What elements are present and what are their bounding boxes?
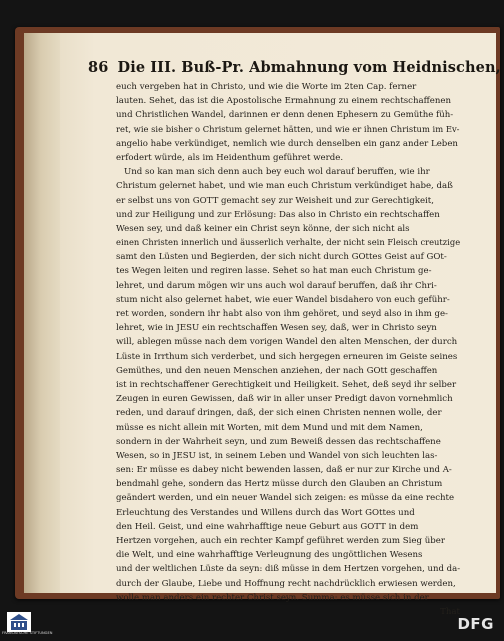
catchword: That — [440, 606, 460, 617]
text-line: lehret, wie in JESU ein rechtschaffen Wesen sey, daß, wer in Christo seyn — [116, 323, 437, 334]
running-title: Die III. Buß-Pr. Abmahnung vom Heidnischen, — [117, 59, 501, 76]
body-text — [116, 80, 460, 619]
text-line: ret worden, sondern ihr habt also von ihm gehöret, und seyd also in ihm ge- — [116, 309, 448, 319]
text-line: Christum gelernet habet, und wie man euch Christum verkündiget habe, daß — [116, 181, 453, 192]
text-line: geändert werden, und ein neuer Wandel sich zeigen: es müsse da eine rechte — [116, 493, 455, 504]
page-number: 86 — [88, 59, 109, 76]
text-line: wolle man anders ein rechter Christ seyn. Summa: es müsse sich in der — [116, 592, 429, 603]
text-line: Lüste in Irrthum sich verderbet, und sich hergegen erneuren im Geiste seines — [116, 351, 458, 362]
text-line: ist in rechtschaffener Gerechtigkeit und Heiligkeit. Sehet, deß seyd ihr selber — [116, 379, 457, 390]
text-line: und Christlichen Wandel, darinnen er denn denen Ephesern zu Gemüthe füh- — [116, 110, 454, 121]
page-edge — [24, 33, 62, 593]
text-line: reden, und darauf dringen, daß, der sich einen Christen nennen wolle, der — [116, 408, 442, 419]
text-line: angelio habe verkündiget, nemlich wie durch denselben ein ganz ander Leben — [116, 138, 458, 149]
dfg-logo: DFG — [457, 615, 494, 633]
francke-foundation-logo-icon — [2, 610, 53, 640]
text-line: Wesen, so in JESU ist, in seinem Leben und Wandel von sich leuchten las- — [116, 450, 438, 461]
text-line: lauten. Sehet, das ist die Apostolische Ermahnung zu einem rechtschaffenen — [116, 96, 452, 107]
text-line: will, ablegen müsse nach dem vorigen Wandel den alten Menschen, der durch — [116, 337, 458, 348]
text-line: den Heil. Geist, und eine wahrhafftige neue Geburt aus GOTT in dem — [116, 521, 419, 532]
text-line: Erleuchtung des Verstandes und Willens durch das Wort GOttes und — [116, 507, 415, 518]
text-line: Gemüthes, und den neuen Menschen anziehen, der nach GOtt geschaffen — [116, 365, 438, 376]
text-line: stum nicht also gelernet habet, wie euer Wandel bisdahero von euch geführ- — [116, 294, 450, 305]
text-line: und der weltlichen Lüste da seyn: diß müsse in dem Hertzen vorgehen, und da- — [116, 564, 460, 575]
text-line: Hertzen vorgehen, auch ein rechter Kampf geführet werden zum Sieg über — [116, 536, 445, 546]
text-line: ret, wie sie bisher o Christum gelernet hätten, und wie er ihnen Christum im Ev- — [116, 124, 460, 135]
text-line: Und so kan man sich denn auch bey euch wol darauf beruffen, wie ihr — [124, 167, 430, 178]
text-line: bendmahl gehe, sondern das Hertz müsse durch den Glauben an Christum — [116, 479, 443, 490]
text-line: erfodert würde, als im Heidenthum geführet werde. — [116, 152, 344, 163]
text-line: und zur Heiligung und zur Erlösung: Das also in Christo ein rechtschaffen — [116, 209, 440, 220]
text-line: müsse es nicht allein mit Worten, mit dem Mund und mit dem Namen, — [116, 422, 423, 433]
text-line: durch der Glaube, Liebe und Hoffnung recht nachdrücklich erwiesen werden, — [116, 578, 456, 589]
text-line: euch vergeben hat in Christo, und wie die Worte im 2ten Cap. ferner — [116, 82, 417, 92]
text-line: er selbst uns von GOTT gemacht sey zur Weisheit und zur Gerechtigkeit, — [116, 195, 434, 206]
text-line: die Welt, und eine wahrhafftige Verleugnung des ungöttlichen Wesens — [116, 550, 423, 561]
text-line: Wesen sey, und daß keiner ein Christ seyn könne, der sich nicht als — [116, 223, 410, 234]
text-line: Zeugen in euren Gewissen, daß wir in aller unser Predigt davon vornehmlich — [116, 394, 453, 405]
text-line: lehret, und darum mögen wir uns auch wol darauf beruffen, daß ihr Chri- — [116, 280, 437, 291]
text-line: samt den Lüsten und Begierden, der sich nicht durch GOttes Geist auf GOt- — [116, 252, 447, 263]
text-line: sondern in der Wahrheit seyn, und zum Beweiß dessen das rechtschaffene — [116, 436, 441, 447]
library-logo-text: FRANCKESCHE STIFTUNGEN — [2, 631, 53, 635]
running-header — [88, 59, 501, 77]
text-line: tes Wegen leiten und regiren lasse. Sehet so hat man euch Christum ge- — [116, 266, 432, 277]
text-line: sen: Er müsse es dabey nicht bewenden lassen, daß er nur zur Kirche und A- — [116, 465, 452, 476]
text-line: einen Christen innerlich und äusserlich verhalte, der nicht sein Fleisch creutzige — [116, 238, 460, 249]
